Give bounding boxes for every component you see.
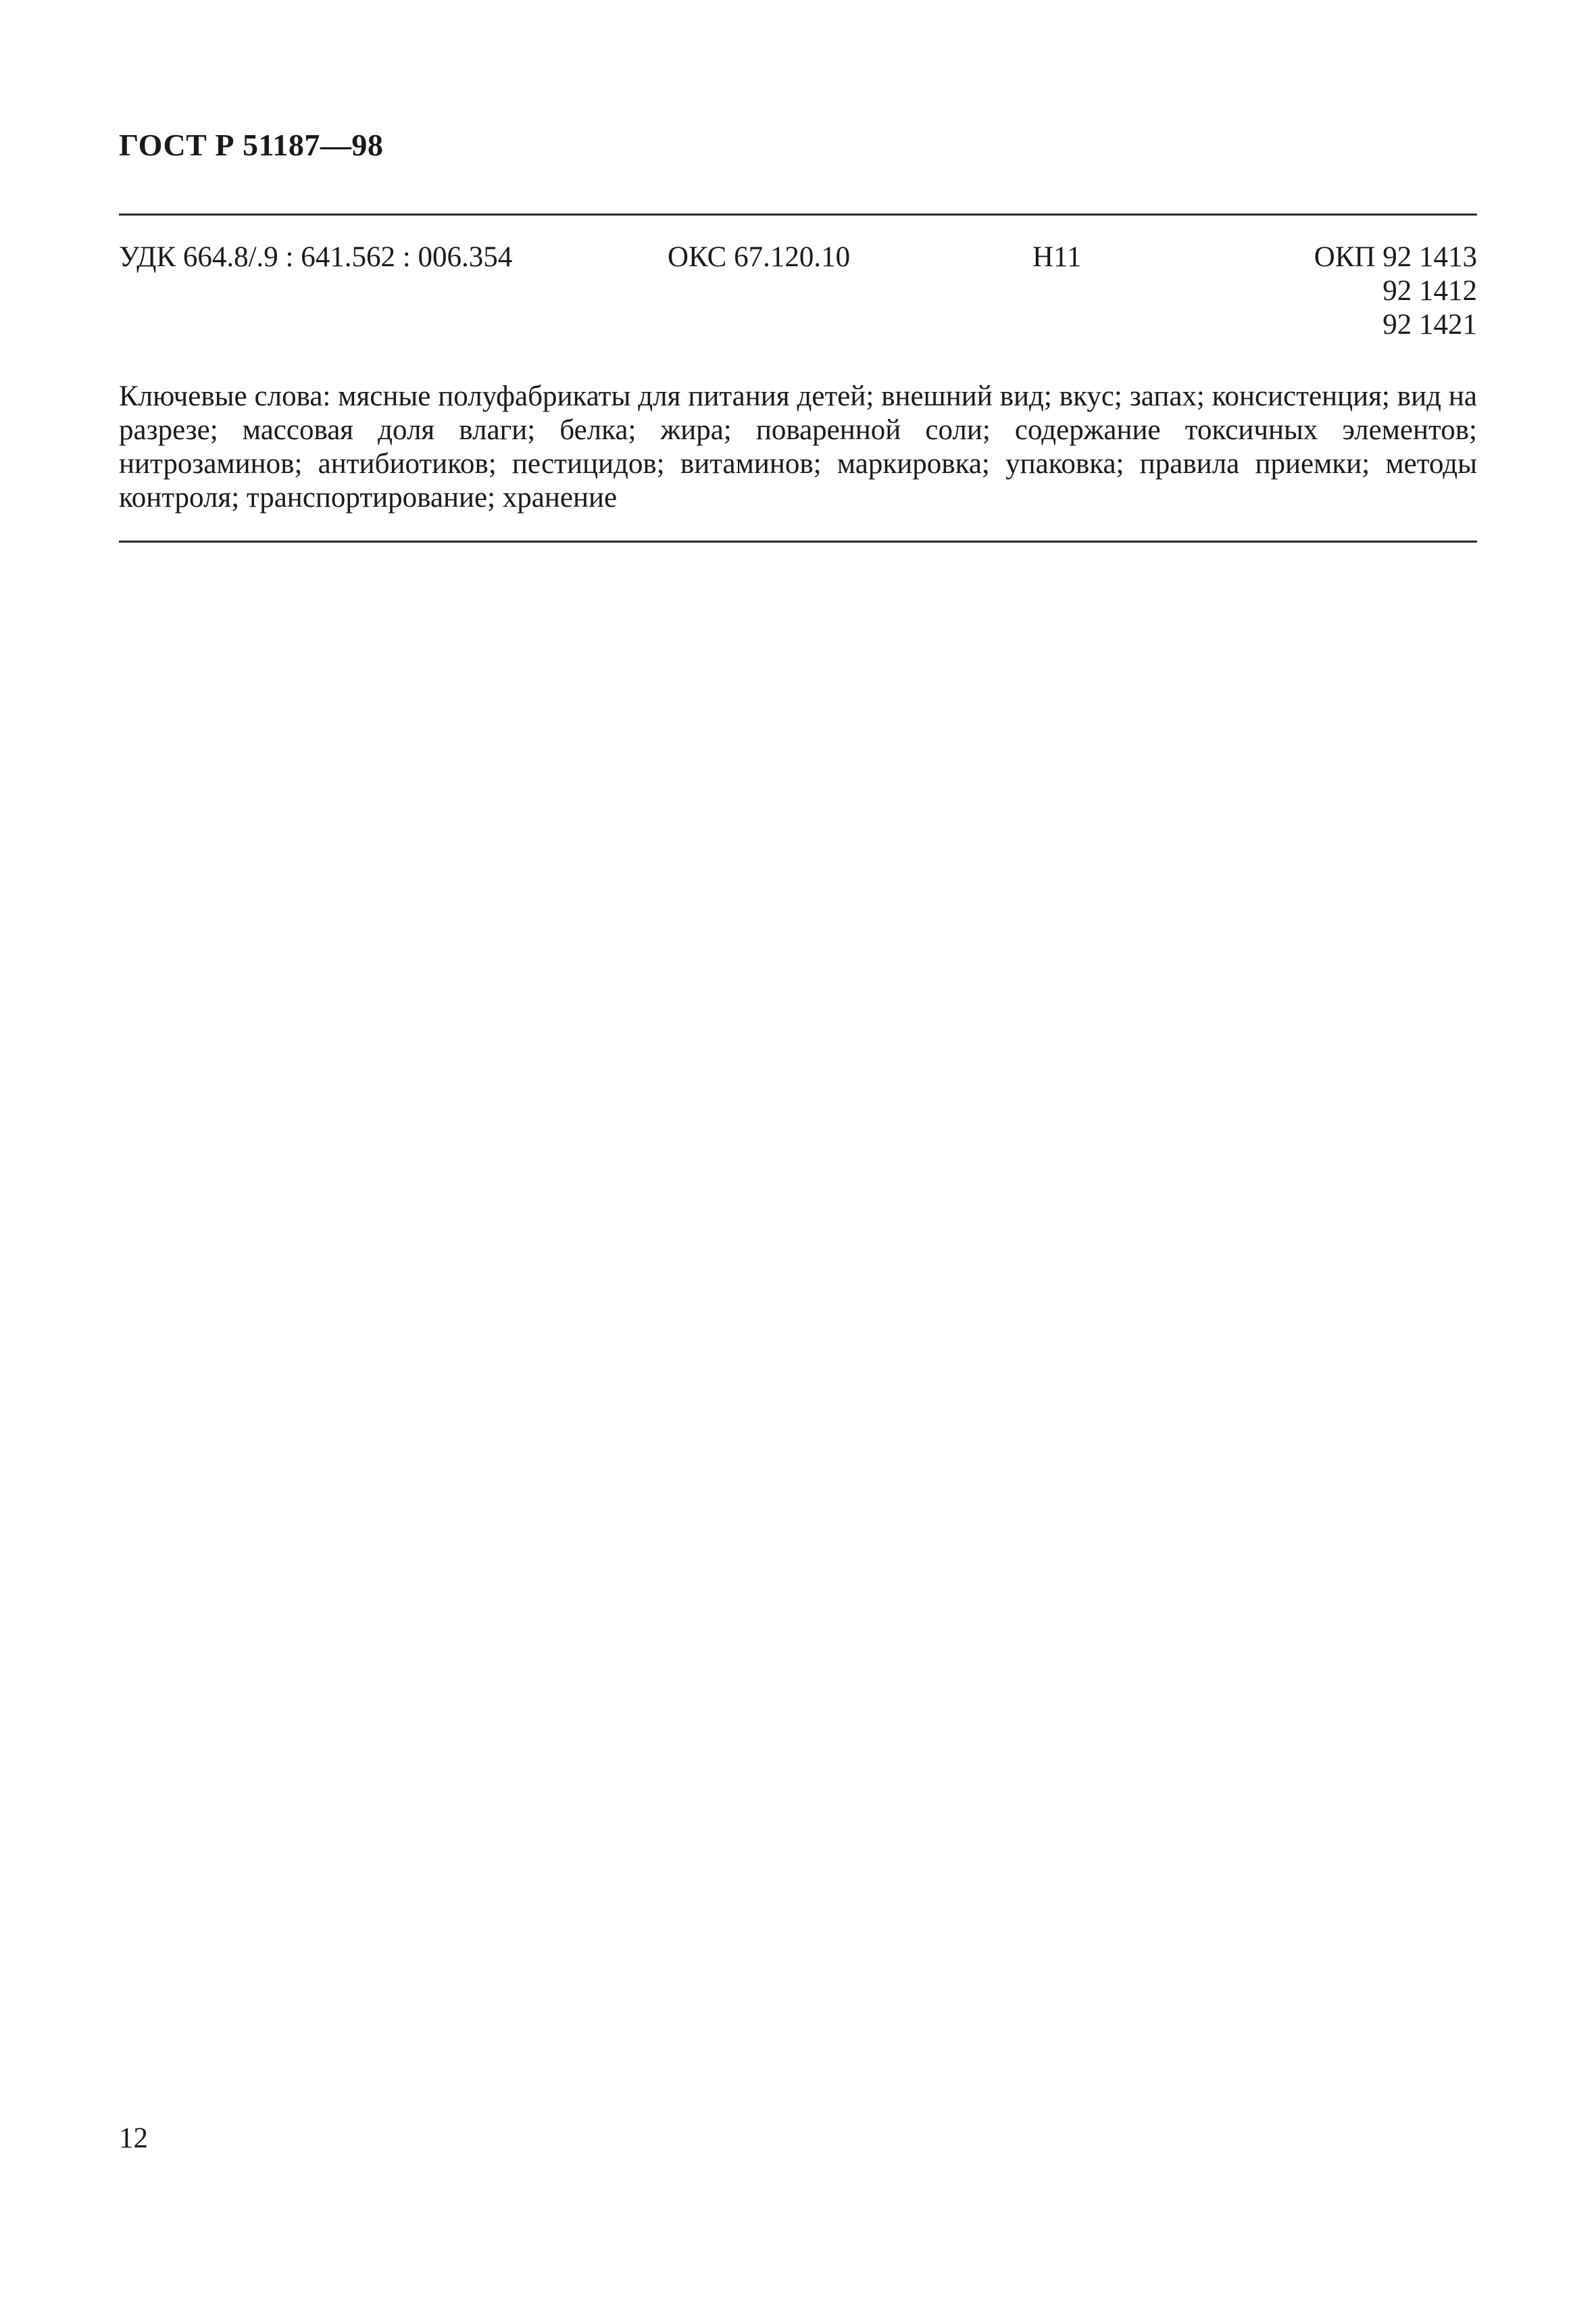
oks-code: ОКС 67.120.10: [668, 241, 851, 273]
okp-code-line: 92 1412: [1382, 275, 1477, 307]
okp-code-line: ОКП 92 1413: [1314, 241, 1477, 273]
classification-row: [119, 241, 1477, 349]
okp-codes: [1314, 241, 1477, 342]
document-title: ГОСТ Р 51187—98: [119, 128, 384, 162]
bottom-divider: [119, 541, 1477, 543]
keywords-paragraph: Ключевые слова: мясные полуфабрикаты для питания детей; внешний вид; вкус; запах; консистенция; вид на разрезе; массовая доля влаги; белка; жира; поваренной соли; содержание токсичных элементов; нитрозаминов; антибиотиков; пестицидов; витаминов; маркировка; упаковка; правила приемки; методы контроля; транспортирование; хранение: [119, 380, 1477, 514]
top-divider: [119, 214, 1477, 216]
page-number: 12: [119, 2122, 148, 2154]
okp-code-line: 92 1421: [1382, 309, 1477, 341]
udk-code: УДК 664.8/.9 : 641.562 : 006.354: [119, 241, 513, 273]
category-code: Н11: [1032, 241, 1082, 273]
